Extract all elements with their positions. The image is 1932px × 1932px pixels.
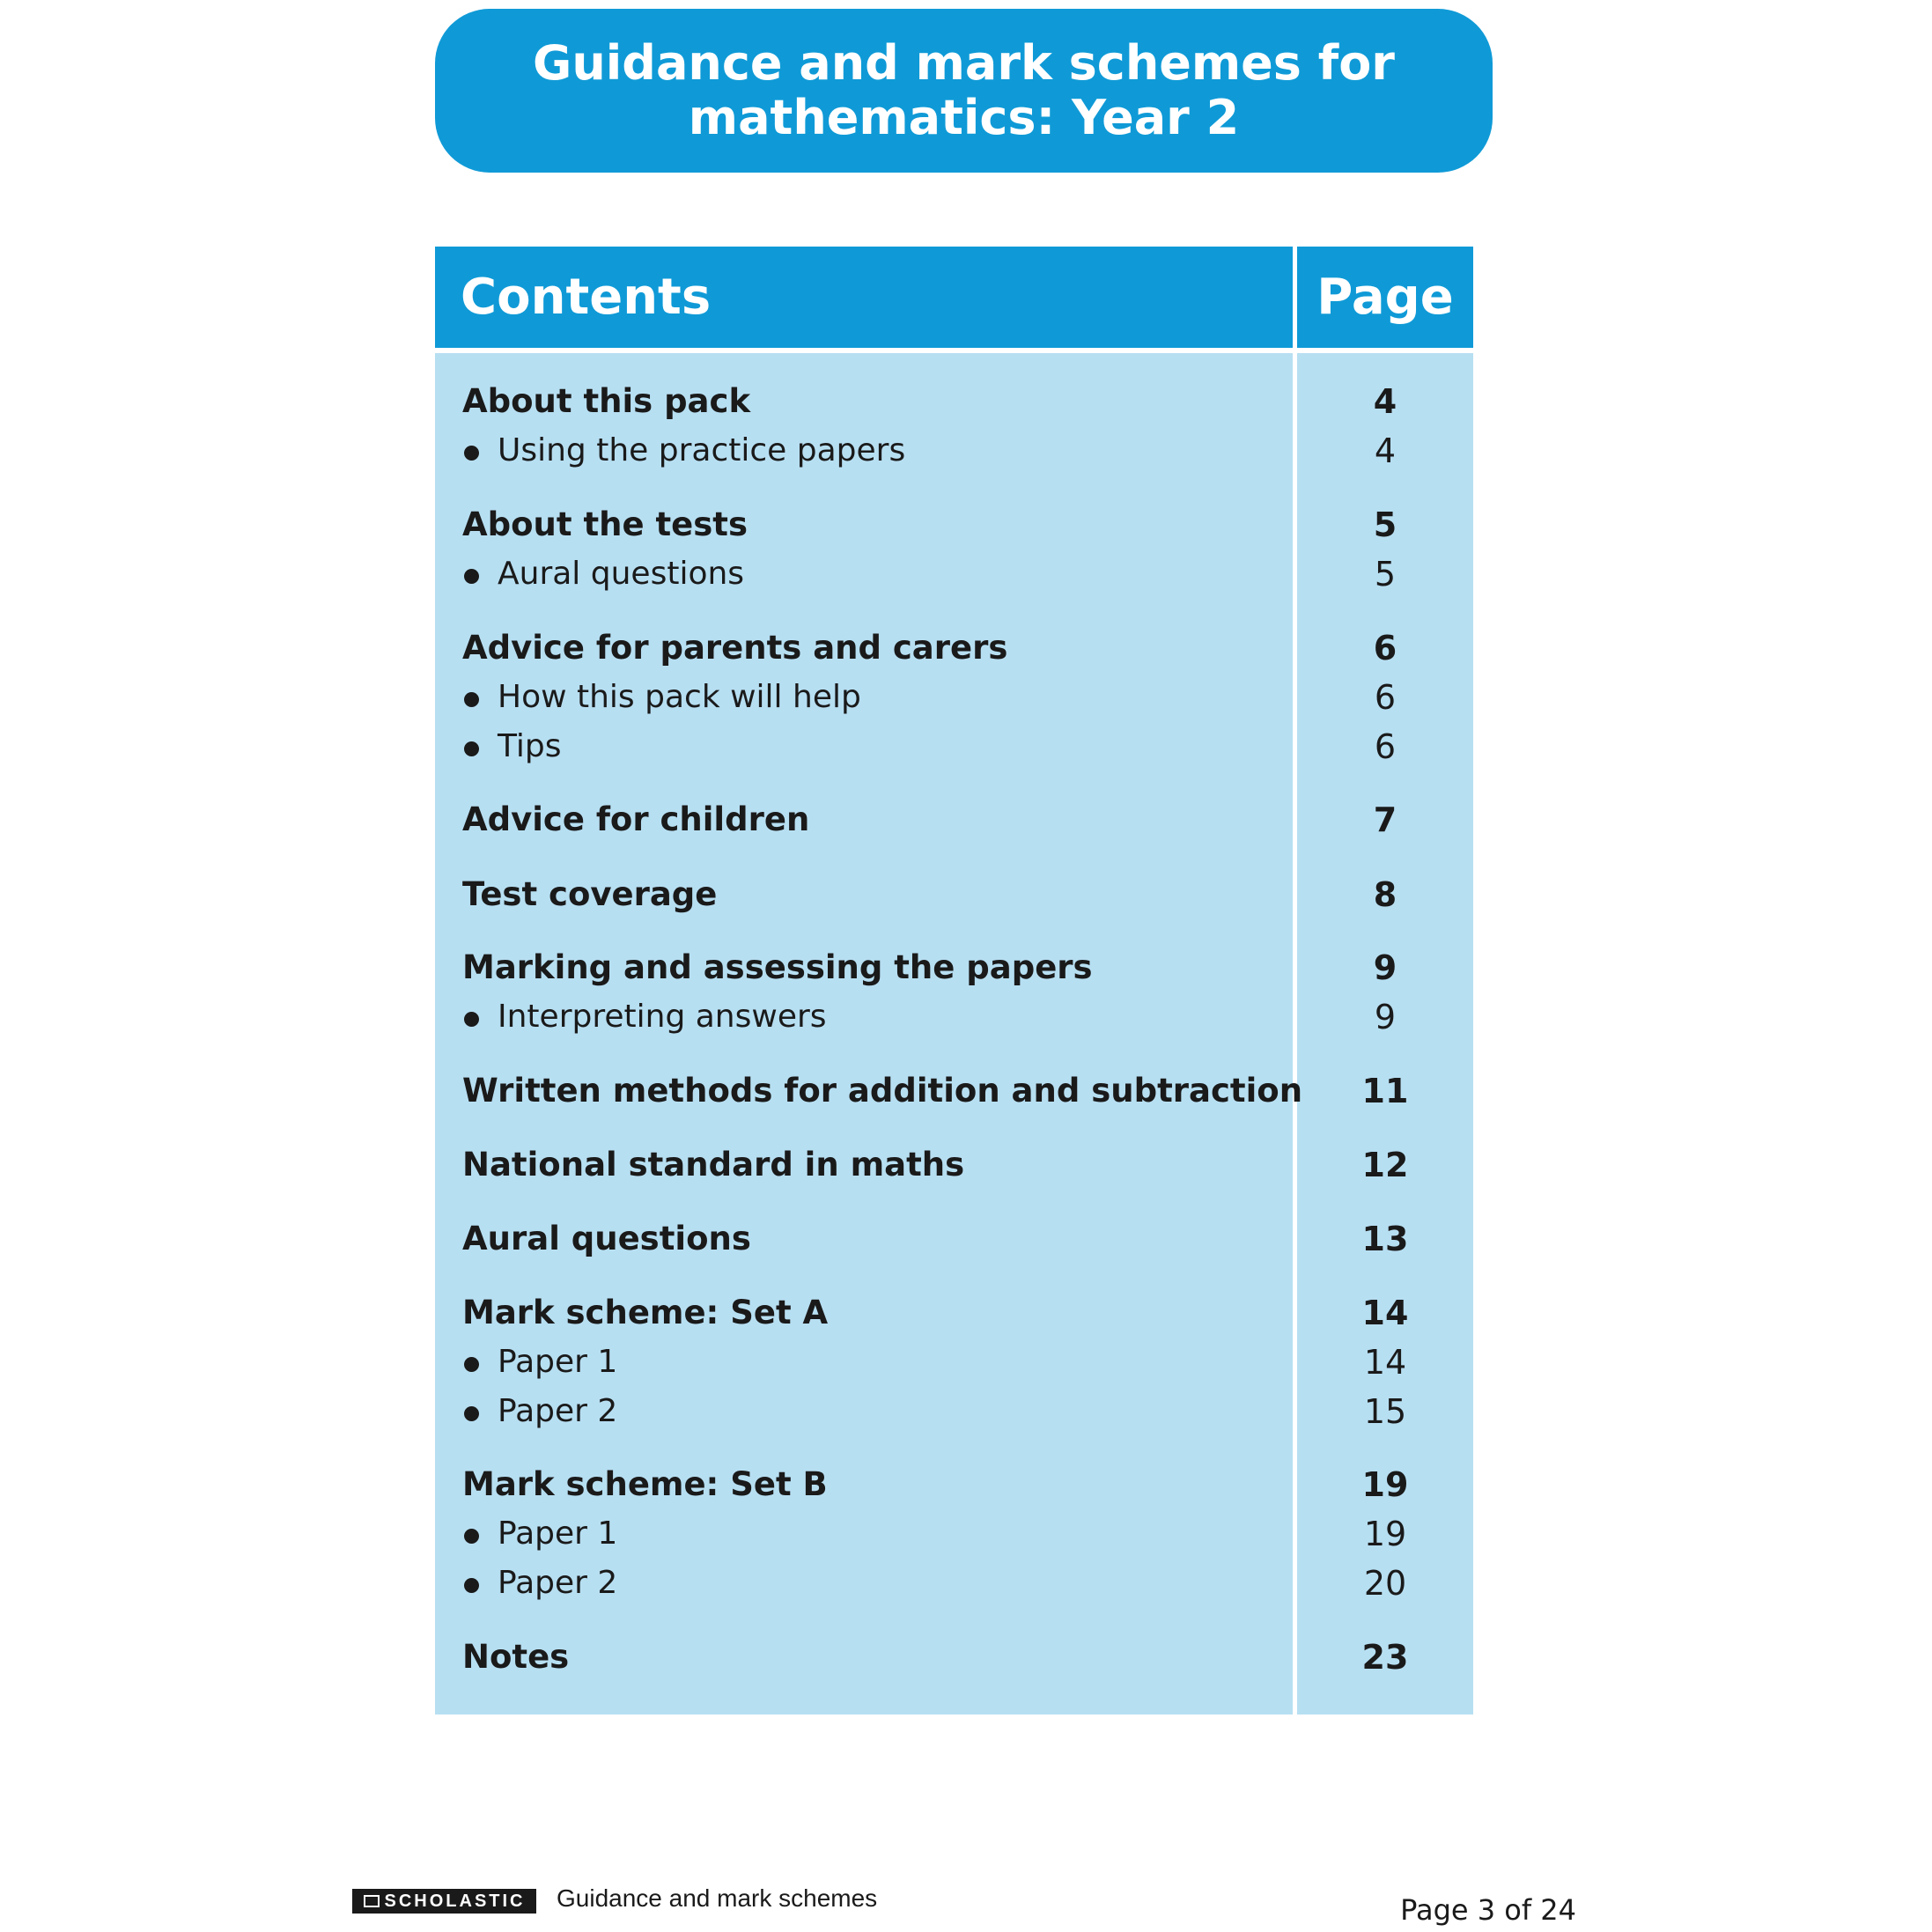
toc-section-row xyxy=(435,1288,1473,1338)
toc-entry-page: 19 xyxy=(1363,1515,1407,1553)
toc-entry-page: 19 xyxy=(1361,1465,1409,1504)
toc-section-row xyxy=(435,943,1473,992)
toc-section-row xyxy=(435,1140,1473,1190)
toc-entry-label: Paper 1 xyxy=(498,1344,618,1380)
toc-subsection-row xyxy=(435,992,1473,1042)
title-banner xyxy=(435,9,1493,173)
toc-section-row xyxy=(435,623,1473,673)
toc-entry-label: Test coverage xyxy=(462,875,718,913)
bullet-icon xyxy=(464,569,479,584)
book-icon xyxy=(364,1895,380,1907)
toc-section-row xyxy=(435,1214,1473,1264)
toc-subsection-row xyxy=(435,1559,1473,1608)
toc-entry-page: 14 xyxy=(1363,1343,1407,1382)
toc-entry-page: 6 xyxy=(1374,678,1397,717)
toc-subsection-row xyxy=(435,722,1473,771)
toc-entry-label: Aural questions xyxy=(498,556,745,592)
toc-section-row xyxy=(435,795,1473,844)
toc-entry-page: 5 xyxy=(1373,505,1397,544)
toc-section-row xyxy=(435,1633,1473,1682)
bullet-icon xyxy=(464,1578,479,1593)
toc-entry-page: 8 xyxy=(1373,875,1397,914)
footer-publication: Guidance and mark schemes xyxy=(557,1884,878,1912)
page-heading: Page xyxy=(1297,247,1473,348)
toc-subsection-row xyxy=(435,673,1473,722)
bullet-icon xyxy=(464,1529,479,1544)
toc-entry-page: 11 xyxy=(1361,1072,1409,1110)
title-line-1: Guidance and mark schemes for xyxy=(533,35,1395,91)
toc-section-row xyxy=(435,1066,1473,1116)
toc-entry-page: 14 xyxy=(1361,1294,1409,1332)
toc-entry-label: Paper 1 xyxy=(498,1515,618,1552)
toc-entry-page: 6 xyxy=(1373,629,1397,667)
toc-entry-page: 9 xyxy=(1374,998,1397,1036)
toc-entry-label: Advice for children xyxy=(462,800,810,838)
toc-subsection-row xyxy=(435,1387,1473,1436)
toc-entry-label: Paper 2 xyxy=(498,1393,618,1429)
footer-page-number: Page 3 of 24 xyxy=(1400,1893,1576,1927)
toc-entry-label: Paper 2 xyxy=(498,1565,618,1601)
toc-entry-label: Tips xyxy=(498,728,562,764)
toc-subsection-row xyxy=(435,1338,1473,1387)
bullet-icon xyxy=(464,741,479,756)
toc-entry-label: Advice for parents and carers xyxy=(462,629,1008,667)
toc-subsection-row xyxy=(435,1509,1473,1559)
toc-section-row xyxy=(435,377,1473,426)
toc-entry-page: 13 xyxy=(1361,1220,1409,1258)
toc-section-row xyxy=(435,1460,1473,1509)
toc-entry-label: Marking and assessing the papers xyxy=(462,948,1093,986)
bullet-icon xyxy=(464,446,479,461)
toc-entry-label: About the tests xyxy=(462,505,748,543)
toc-subsection-row xyxy=(435,549,1473,599)
toc-entry-label: National standard in maths xyxy=(462,1146,965,1184)
toc-entry-page: 23 xyxy=(1361,1638,1409,1677)
toc-entry-label: Interpreting answers xyxy=(498,999,827,1035)
toc-entry-page: 4 xyxy=(1374,431,1397,470)
bullet-icon xyxy=(464,1357,479,1372)
contents-table xyxy=(435,247,1473,1714)
toc-subsection-row xyxy=(435,426,1473,476)
bullet-icon xyxy=(464,1406,479,1421)
toc-entry-page: 7 xyxy=(1373,800,1397,839)
logo-text: SCHOLASTIC xyxy=(384,1891,526,1911)
toc-entry-page: 20 xyxy=(1363,1564,1407,1603)
toc-entry-label: Mark scheme: Set A xyxy=(462,1294,829,1331)
toc-entry-page: 5 xyxy=(1374,555,1397,594)
toc-entry-label: Using the practice papers xyxy=(498,432,906,468)
contents-heading: Contents xyxy=(435,247,1293,348)
toc-entry-label: Aural questions xyxy=(462,1220,751,1257)
toc-entry-label: How this pack will help xyxy=(498,679,861,715)
toc-entry-label: Notes xyxy=(462,1638,570,1676)
toc-entry-page: 15 xyxy=(1363,1392,1407,1431)
toc-entry-label: Written methods for addition and subtraction xyxy=(462,1072,1303,1110)
bullet-icon xyxy=(464,1012,479,1027)
bullet-icon xyxy=(464,692,479,707)
toc-section-row xyxy=(435,870,1473,919)
title-line-2: mathematics: Year 2 xyxy=(688,90,1240,145)
toc-section-row xyxy=(435,500,1473,549)
toc-entry-label: About this pack xyxy=(462,382,751,420)
toc-entry-page: 9 xyxy=(1373,948,1397,987)
toc-entry-page: 4 xyxy=(1373,382,1397,421)
toc-entry-label: Mark scheme: Set B xyxy=(462,1465,828,1503)
scholastic-logo xyxy=(352,1889,536,1914)
toc-entry-page: 6 xyxy=(1374,727,1397,766)
toc-entry-page: 12 xyxy=(1361,1146,1409,1184)
